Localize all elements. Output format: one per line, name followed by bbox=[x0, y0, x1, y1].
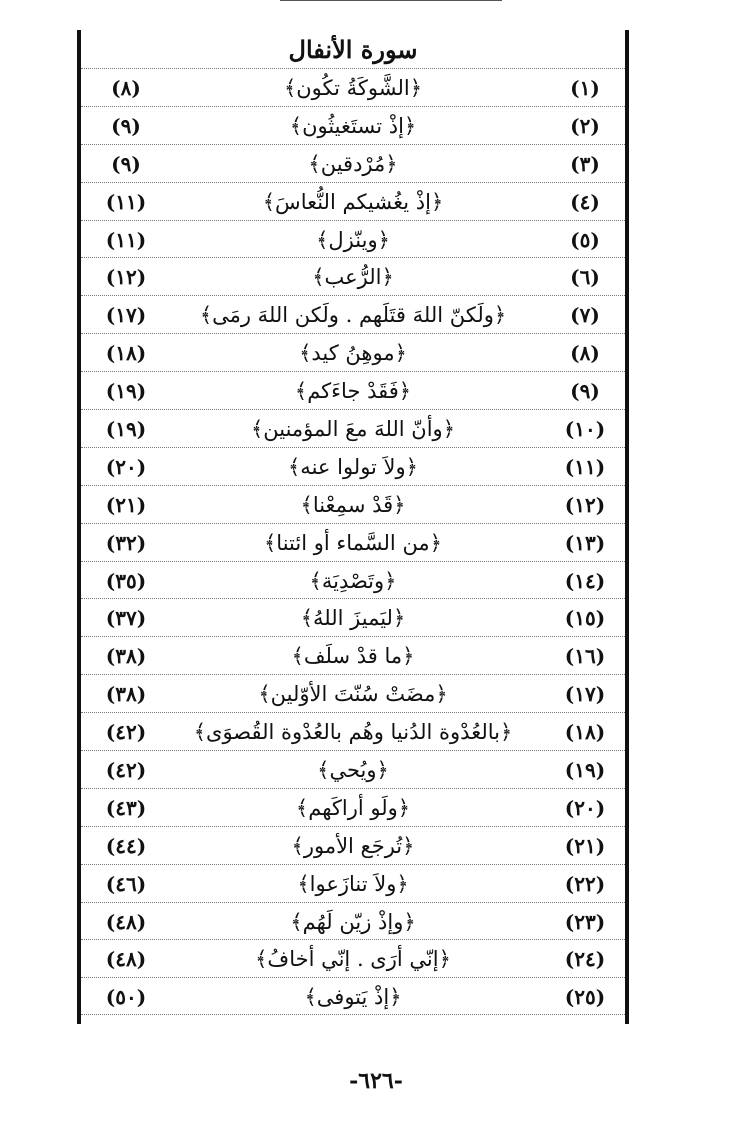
entry-number: (٢٤) bbox=[564, 947, 606, 972]
entries-list bbox=[81, 68, 625, 1015]
table-row bbox=[81, 485, 625, 523]
entry-phrase: ﴿وأنّ اللهَ معَ المؤمنين﴾ bbox=[250, 417, 456, 442]
entry-number: (١٢) bbox=[564, 492, 606, 517]
entry-number: (١٣) bbox=[564, 530, 606, 555]
entry-number: (٤) bbox=[570, 189, 600, 214]
verse-reference: (١٩) bbox=[105, 417, 147, 442]
entry-phrase: ﴿إذْ تستَغيثُون﴾ bbox=[289, 113, 417, 138]
entry-phrase: ﴿وتَصْدِيَة﴾ bbox=[309, 568, 397, 593]
table-row bbox=[81, 106, 625, 144]
table-row bbox=[81, 788, 625, 826]
entry-number: (١٧) bbox=[564, 682, 606, 707]
verse-reference: (٩) bbox=[111, 151, 141, 176]
entry-phrase: ﴿ولَو أراكَهم﴾ bbox=[295, 795, 411, 820]
entry-number: (١) bbox=[570, 76, 600, 100]
entry-phrase: ﴿إذْ يغُشيكم النُّعاسَ﴾ bbox=[262, 189, 444, 214]
table-row bbox=[81, 220, 625, 258]
entry-phrase: ﴿إنّي أرَى . إنّي أخافُ﴾ bbox=[255, 947, 451, 972]
table-row bbox=[81, 333, 625, 371]
top-rule bbox=[280, 0, 502, 1]
verse-reference: (٤٦) bbox=[105, 871, 147, 896]
entry-number: (٧) bbox=[570, 303, 600, 328]
entry-phrase: ﴿ولاَ تنازَعوا﴾ bbox=[297, 871, 409, 896]
table-row bbox=[81, 371, 625, 409]
entry-phrase: ﴿مضَتْ سُنّتَ الأوّلين﴾ bbox=[258, 682, 448, 707]
table-row bbox=[81, 636, 625, 674]
table-row bbox=[81, 712, 625, 750]
verse-reference: (١٩) bbox=[105, 379, 147, 404]
entry-number: (٢١) bbox=[564, 833, 606, 858]
entry-phrase: ﴿فَقَدْ جاءَكم﴾ bbox=[294, 379, 412, 404]
entry-phrase: ﴿الرُّعب﴾ bbox=[312, 265, 394, 290]
verse-reference: (٤٤) bbox=[105, 833, 147, 858]
entry-number: (٢٠) bbox=[564, 795, 606, 820]
entry-phrase: ﴿الشَّوكَةُ تكُون﴾ bbox=[283, 76, 423, 100]
entry-number: (٥) bbox=[570, 227, 600, 252]
verse-reference: (٤٣) bbox=[105, 795, 147, 820]
verse-reference: (٤٢) bbox=[105, 720, 147, 745]
entry-number: (١٩) bbox=[564, 758, 606, 783]
table-row bbox=[81, 864, 625, 902]
surah-title: سورة الأنفال bbox=[288, 35, 418, 64]
table-row bbox=[81, 902, 625, 940]
table-row bbox=[81, 257, 625, 295]
entry-number: (٣) bbox=[570, 151, 600, 176]
entry-number: (١٤) bbox=[564, 568, 606, 593]
entry-phrase: ﴿قَدْ سمِعْنا﴾ bbox=[300, 492, 406, 517]
entry-number: (٢٣) bbox=[564, 909, 606, 934]
entry-phrase: ﴿موهِنُ كيد﴾ bbox=[299, 341, 407, 366]
verse-reference: (٣٧) bbox=[105, 606, 147, 631]
entry-phrase: ﴿ليَميزَ اللهُ﴾ bbox=[300, 606, 406, 631]
entry-number: (١٨) bbox=[564, 720, 606, 745]
page-number: -٦٢٦- bbox=[349, 1068, 403, 1094]
entry-number: (٢٥) bbox=[564, 985, 606, 1010]
entry-phrase: ﴿وإذْ زيّن لَهُم﴾ bbox=[290, 909, 416, 934]
table-row bbox=[81, 598, 625, 636]
table-frame bbox=[77, 30, 629, 1024]
table-row bbox=[81, 939, 625, 977]
table-row bbox=[81, 295, 625, 333]
entry-phrase: ﴿تُرجَع الأمور﴾ bbox=[291, 833, 415, 858]
table-row bbox=[81, 977, 625, 1015]
entry-number: (٢) bbox=[570, 113, 600, 138]
entry-phrase: ﴿بالعُدْوة الدُنيا وهُم بالعُدْوة القُصوَى﴾ bbox=[193, 720, 513, 745]
table-row bbox=[81, 447, 625, 485]
verse-reference: (٣٢) bbox=[105, 530, 147, 555]
verse-reference: (٣٨) bbox=[105, 682, 147, 707]
table-row bbox=[81, 561, 625, 599]
verse-reference: (٣٨) bbox=[105, 644, 147, 669]
entry-phrase: ﴿إذْ يَتوفى﴾ bbox=[304, 985, 402, 1010]
entry-phrase: ﴿ويُحي﴾ bbox=[317, 758, 389, 783]
entry-phrase: ﴿ولَكنّ اللهَ قتَلَهم . ولَكن اللهَ رمَى﴾ bbox=[199, 303, 507, 328]
verse-reference: (٥٠) bbox=[105, 985, 147, 1010]
table-row bbox=[81, 144, 625, 182]
verse-reference: (٨) bbox=[111, 76, 141, 100]
verse-reference: (١١) bbox=[105, 227, 147, 252]
verse-reference: (١٧) bbox=[105, 303, 147, 328]
entry-number: (٩) bbox=[570, 379, 600, 404]
table-row bbox=[81, 182, 625, 220]
verse-reference: (١٢) bbox=[105, 265, 147, 290]
verse-reference: (٢١) bbox=[105, 492, 147, 517]
table-row bbox=[81, 826, 625, 864]
verse-reference: (٤٨) bbox=[105, 947, 147, 972]
entry-number: (٢٢) bbox=[564, 871, 606, 896]
verse-reference: (٩) bbox=[111, 113, 141, 138]
entry-number: (١٠) bbox=[564, 417, 606, 442]
entry-phrase: ﴿وينّزل﴾ bbox=[316, 227, 390, 252]
table-row bbox=[81, 409, 625, 447]
table-row bbox=[81, 68, 625, 106]
entry-phrase: ﴿ما قدْ سلَف﴾ bbox=[291, 644, 415, 669]
entry-phrase: ﴿مُرْدقين﴾ bbox=[308, 151, 398, 176]
verse-reference: (١٨) bbox=[105, 341, 147, 366]
entry-number: (٦) bbox=[570, 265, 600, 290]
verse-reference: (٤٨) bbox=[105, 909, 147, 934]
entry-phrase: ﴿ولاَ تولوا عنه﴾ bbox=[288, 454, 418, 479]
verse-reference: (٣٥) bbox=[105, 568, 147, 593]
verse-reference: (١١) bbox=[105, 189, 147, 214]
entry-phrase: ﴿من السَّماء أو ائتنا﴾ bbox=[264, 530, 442, 555]
table-row bbox=[81, 674, 625, 712]
entry-number: (١١) bbox=[564, 454, 606, 479]
table-row bbox=[81, 750, 625, 788]
entry-number: (٨) bbox=[570, 341, 600, 366]
verse-reference: (٤٢) bbox=[105, 758, 147, 783]
table-row bbox=[81, 523, 625, 561]
entry-number: (١٦) bbox=[564, 644, 606, 669]
verse-reference: (٢٠) bbox=[105, 454, 147, 479]
entry-number: (١٥) bbox=[564, 606, 606, 631]
